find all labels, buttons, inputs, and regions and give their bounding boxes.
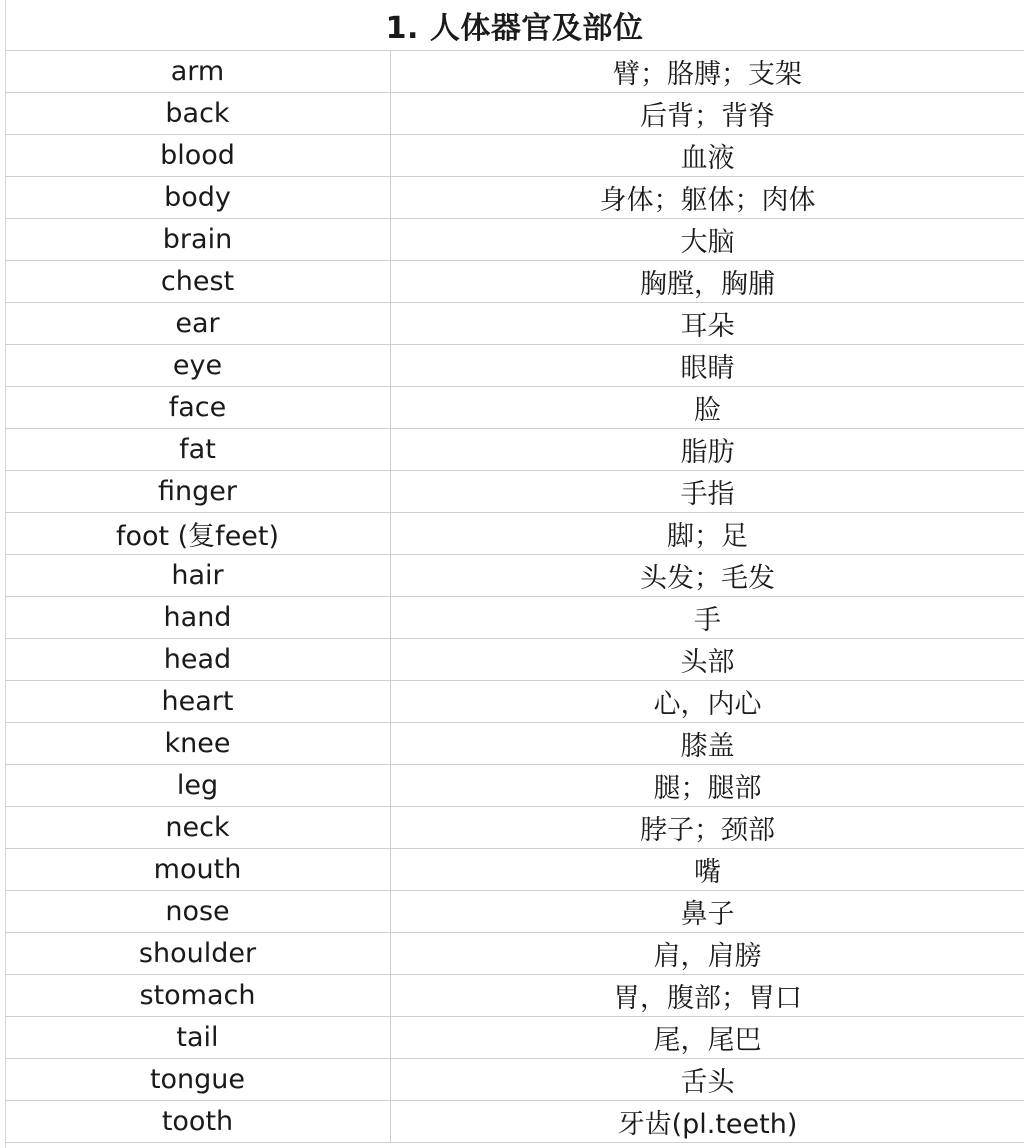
table-row: [5, 639, 1024, 681]
chinese-meaning-cell[interactable]: 膝盖: [680, 731, 735, 762]
table-row: [5, 471, 1024, 513]
table-row: [5, 1101, 1024, 1143]
english-word-cell[interactable]: leg: [5, 765, 391, 806]
chinese-meaning-cell[interactable]: 胃，腹部；胃口: [613, 983, 802, 1014]
english-word-cell[interactable]: tooth: [5, 1101, 391, 1142]
table-row: [5, 387, 1024, 429]
english-word-cell[interactable]: chest: [5, 261, 391, 302]
table-row: [5, 555, 1024, 597]
table-row: [5, 345, 1024, 387]
chinese-meaning-cell[interactable]: 腿；腿部: [653, 773, 762, 804]
table-row: [5, 177, 1024, 219]
english-word-cell[interactable]: ear: [5, 303, 391, 344]
english-word-cell[interactable]: stomach: [5, 975, 391, 1016]
english-word-cell[interactable]: mouth: [5, 849, 391, 890]
table-row: [5, 891, 1024, 933]
table-row: [5, 51, 1024, 93]
english-word-cell[interactable]: tongue: [5, 1059, 391, 1100]
english-word-cell[interactable]: fat: [5, 429, 391, 470]
table-row: [5, 429, 1024, 471]
english-word-cell[interactable]: heart: [5, 681, 391, 722]
chinese-meaning-cell[interactable]: 后背；背脊: [640, 101, 775, 132]
english-word-cell[interactable]: shoulder: [5, 933, 391, 974]
english-word-cell[interactable]: head: [5, 639, 391, 680]
chinese-meaning-cell[interactable]: 鼻子: [680, 899, 735, 930]
table-row: [5, 975, 1024, 1017]
english-word-cell[interactable]: brain: [5, 219, 391, 260]
chinese-meaning-cell[interactable]: 身体；躯体；肉体: [599, 185, 816, 216]
english-word-cell[interactable]: hand: [5, 597, 391, 638]
chinese-meaning-cell[interactable]: 头部: [680, 647, 735, 678]
english-word-cell[interactable]: knee: [5, 723, 391, 764]
english-word-cell[interactable]: back: [5, 93, 391, 134]
chinese-meaning-cell[interactable]: 脖子；颈部: [640, 815, 775, 846]
table-row: [5, 93, 1024, 135]
table-row: [5, 723, 1024, 765]
english-word-cell[interactable]: nose: [5, 891, 391, 932]
chinese-meaning-cell[interactable]: 嘴: [694, 857, 721, 888]
english-word-cell[interactable]: tail: [5, 1017, 391, 1058]
chinese-meaning-cell[interactable]: 肩，肩膀: [653, 941, 762, 972]
chinese-meaning-cell[interactable]: 手指: [680, 479, 735, 510]
english-word-cell[interactable]: face: [5, 387, 391, 428]
chinese-meaning-cell[interactable]: 胸膛，胸脯: [640, 269, 775, 300]
table-row: [5, 933, 1024, 975]
chinese-meaning-cell[interactable]: 牙齿(pl.teeth): [617, 1109, 798, 1140]
table-row: [5, 849, 1024, 891]
chinese-meaning-cell[interactable]: 心，内心: [653, 689, 762, 720]
vocabulary-table: [5, 51, 1024, 1143]
english-word-cell[interactable]: neck: [5, 807, 391, 848]
chinese-meaning-cell[interactable]: 臂；胳膊；支架: [613, 59, 802, 90]
chinese-meaning-cell[interactable]: 脂肪: [680, 437, 735, 468]
english-word-cell[interactable]: blood: [5, 135, 391, 176]
chinese-meaning-cell[interactable]: 大脑: [680, 227, 735, 258]
english-word-cell[interactable]: finger: [5, 471, 391, 512]
table-row: [5, 807, 1024, 849]
chinese-meaning-cell[interactable]: 脸: [694, 395, 721, 426]
table-row: [5, 1059, 1024, 1101]
table-row: [5, 597, 1024, 639]
table-row: [5, 303, 1024, 345]
chinese-meaning-cell[interactable]: 血液: [680, 143, 735, 174]
chinese-meaning-cell[interactable]: 头发；毛发: [640, 563, 775, 594]
chinese-meaning-cell[interactable]: 尾，尾巴: [653, 1025, 762, 1056]
table-row: [5, 261, 1024, 303]
chinese-meaning-cell[interactable]: 眼睛: [680, 353, 735, 384]
table-row: [5, 219, 1024, 261]
table-row: [5, 765, 1024, 807]
sheet-title: 1. 人体器官及部位: [5, 0, 1024, 51]
table-row: [5, 681, 1024, 723]
chinese-meaning-cell[interactable]: 脚；足: [667, 521, 748, 552]
chinese-meaning-cell[interactable]: 手: [694, 605, 721, 636]
english-word-cell[interactable]: hair: [5, 555, 391, 596]
english-word-cell[interactable]: arm: [5, 51, 391, 92]
english-word-cell[interactable]: eye: [5, 345, 391, 386]
english-word-cell[interactable]: foot (复feet): [5, 513, 391, 554]
chinese-meaning-cell[interactable]: 舌头: [680, 1067, 735, 1098]
table-row: [5, 513, 1024, 555]
table-row: [5, 135, 1024, 177]
chinese-meaning-cell[interactable]: 耳朵: [680, 311, 735, 342]
table-row: [5, 1017, 1024, 1059]
english-word-cell[interactable]: body: [5, 177, 391, 218]
